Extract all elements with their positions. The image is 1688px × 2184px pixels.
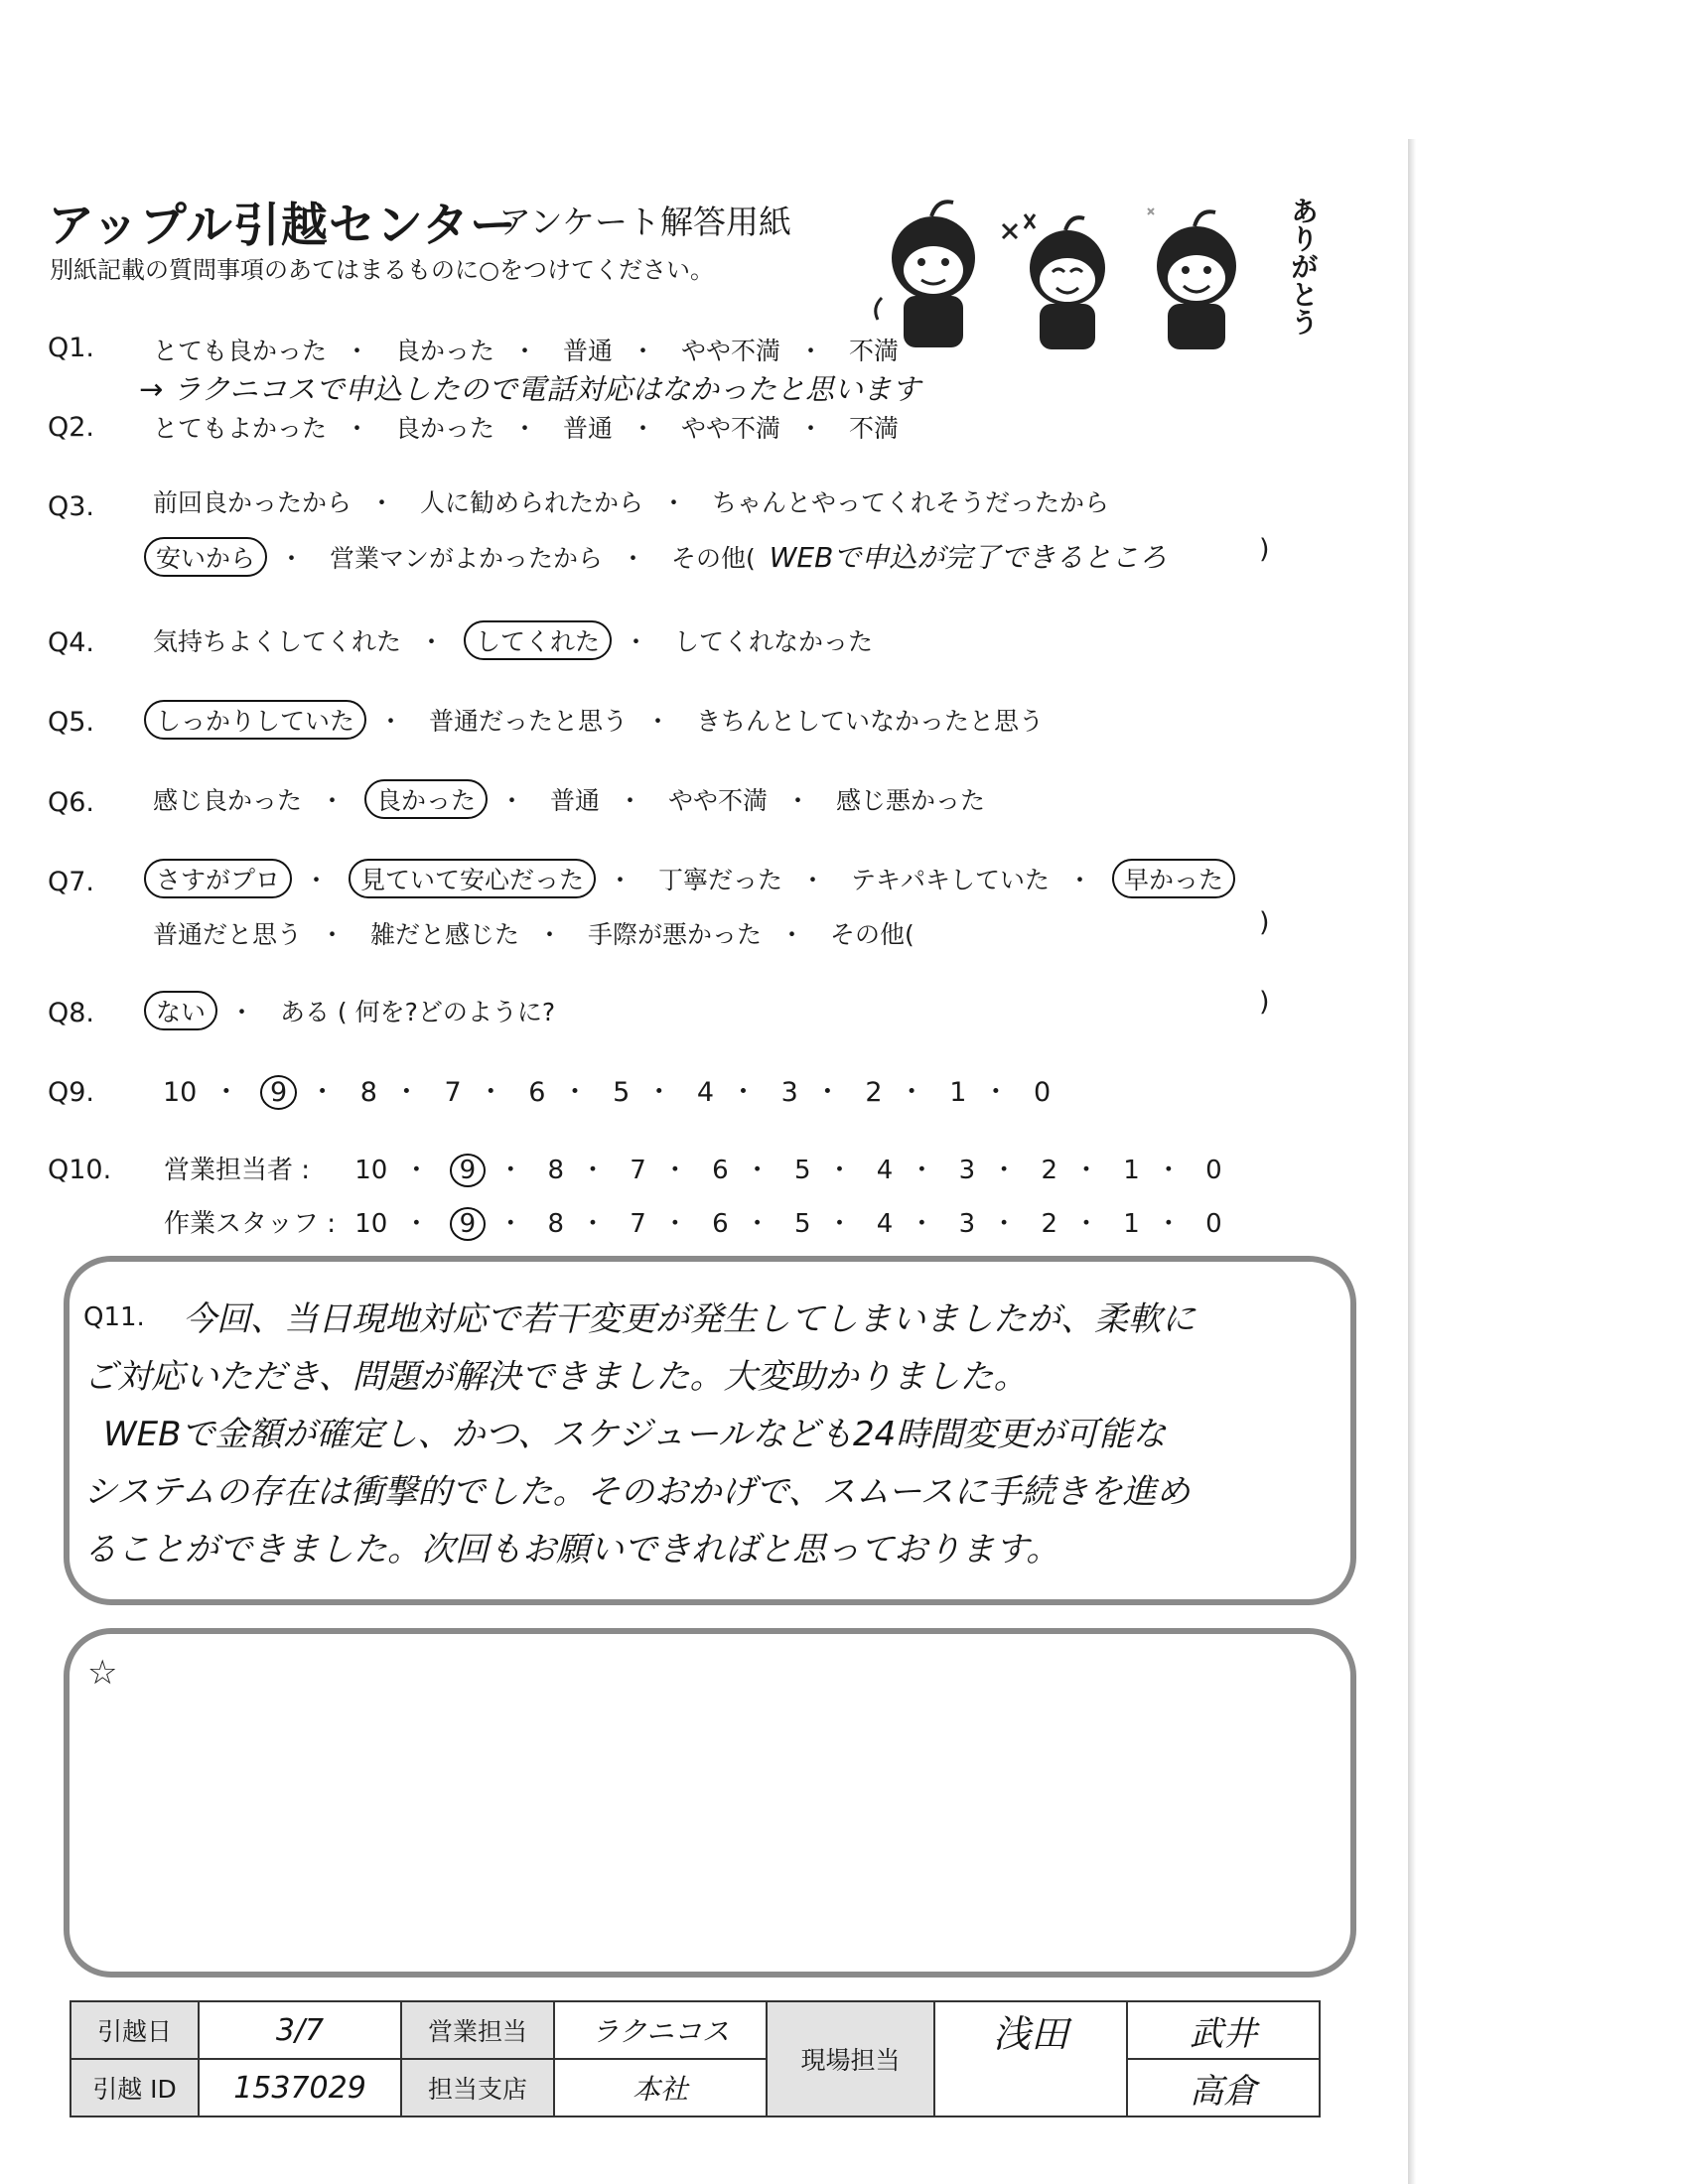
q1-option[interactable]: 普通 [562, 337, 613, 365]
q7-other[interactable]: その他( [829, 920, 914, 949]
q10-staff-score-selected[interactable]: 9 [450, 1207, 487, 1241]
site-staff-label: 現場担当 [767, 2001, 934, 2116]
mascot-smiling [1148, 208, 1236, 349]
branch-label: 担当支店 [401, 2059, 554, 2116]
q10-staff-score[interactable]: 3 [958, 1209, 976, 1239]
q7-option-selected[interactable]: 早かった [1112, 859, 1235, 898]
site-staff-3: 高倉 [1127, 2059, 1320, 2116]
q10-sales-label: 営業担当者 : [164, 1156, 311, 1185]
q6-label: Q6. [48, 787, 95, 818]
q9-label: Q9. [48, 1077, 95, 1108]
q9-score[interactable]: 10 [163, 1077, 198, 1108]
q9-score[interactable]: 2 [865, 1077, 883, 1108]
q1-option[interactable]: とても良かった [153, 337, 328, 365]
q4-option[interactable]: してくれなかった [673, 627, 873, 656]
q7-option[interactable]: 丁寧だった [657, 866, 782, 894]
q4-label: Q4. [48, 627, 95, 658]
q2-option[interactable]: とてもよかった [153, 414, 328, 443]
q10-sales-score[interactable]: 0 [1205, 1156, 1222, 1185]
q10-staff-score[interactable]: 7 [630, 1209, 646, 1239]
q10-sales-score[interactable]: 6 [712, 1156, 729, 1185]
q10-staff-score[interactable]: 8 [547, 1209, 565, 1239]
q5-options: しっかりしていた ・ 普通だったと思う ・ きちんとしていなかったと思う [144, 700, 1050, 740]
q2-option[interactable]: やや不満 [680, 414, 780, 443]
q11-comment-line: WEBで金額が確定し、かつ、スケジュールなども24時間変更が可能な [103, 1415, 1167, 1454]
mascot-laughing [1003, 214, 1105, 349]
q8-option[interactable]: ある ( 何を?どのように? [279, 998, 556, 1026]
q3-option-selected[interactable]: 安いから [144, 537, 267, 577]
sales-rep-label: 営業担当 [401, 2001, 554, 2059]
q3-option[interactable]: 人に勧められたから [419, 488, 643, 517]
q7-option-selected[interactable]: さすがプロ [144, 859, 292, 898]
q5-label: Q5. [48, 707, 95, 738]
q1-handwritten-note: → ラクニコスで申込したので電話対応はなかったと思います [139, 372, 920, 406]
q10-staff-row: 作業スタッフ : 10 ・ 9 ・ 8 ・ 7 ・ 6 ・ 5 ・ 4 ・ 3 ・ 2 ・ 1 ・ 0 [164, 1203, 1226, 1241]
q1-option[interactable]: 不満 [848, 337, 899, 365]
q9-score[interactable]: 8 [359, 1077, 377, 1108]
q7-option[interactable]: 手際が悪かった [587, 920, 762, 949]
q10-sales-score[interactable]: 2 [1041, 1156, 1057, 1185]
move-id-label: 引越 ID [70, 2059, 199, 2116]
q9-score-selected[interactable]: 9 [260, 1075, 297, 1110]
q9-score[interactable]: 6 [528, 1077, 546, 1108]
q10-sales-score[interactable]: 1 [1123, 1156, 1140, 1185]
q3-option[interactable]: 営業マンがよかったから [329, 544, 603, 573]
mascot-bowing [876, 202, 975, 347]
q11-comment-line: ご対応いただき、問題が解決できました。大変助かりました。 [83, 1357, 1028, 1397]
brand-name: アップル引越センター [48, 199, 517, 253]
q5-option[interactable]: 普通だったと思う [428, 707, 628, 736]
q2-option[interactable]: 良かった [394, 414, 494, 443]
mascot-caption: ありがとう [1287, 197, 1320, 336]
q7-options-line2: 普通だと思う ・ 雑だと感じた ・ 手際が悪かった ・ その他( [147, 913, 920, 953]
q7-close-paren: ) [1259, 907, 1270, 938]
q10-staff-score[interactable]: 4 [876, 1209, 894, 1239]
q7-option[interactable]: 雑だと感じた [369, 920, 519, 949]
q9-score[interactable]: 4 [696, 1077, 715, 1108]
q1-options: とても良かった ・ 良かった ・ 普通 ・ やや不満 ・ 不満 [147, 330, 905, 369]
q2-options: とてもよかった ・ 良かった ・ 普通 ・ やや不満 ・ 不満 [147, 407, 905, 447]
q6-option[interactable]: 感じ良かった [153, 786, 303, 815]
q7-options-line1: さすがプロ ・ 見ていて安心だった ・ 丁寧だった ・ テキパキしていた ・ 早かった [144, 859, 1235, 898]
q9-score[interactable]: 0 [1033, 1077, 1052, 1108]
q9-score[interactable]: 5 [613, 1077, 631, 1108]
q7-option[interactable]: テキパキしていた [850, 866, 1050, 894]
star-icon: ☆ [87, 1653, 118, 1693]
q10-staff-score[interactable]: 10 [354, 1209, 388, 1239]
q10-sales-score[interactable]: 8 [547, 1156, 565, 1185]
q10-sales-score[interactable]: 4 [876, 1156, 894, 1185]
q11-comment [83, 1291, 1325, 1578]
q10-staff-score[interactable]: 0 [1205, 1209, 1222, 1239]
q5-option-selected[interactable]: しっかりしていた [144, 700, 366, 740]
q7-option[interactable]: 普通だと思う [153, 920, 303, 949]
q3-option[interactable]: 前回良かったから [153, 488, 352, 517]
q9-score[interactable]: 1 [949, 1077, 967, 1108]
q9-score[interactable]: 7 [444, 1077, 462, 1108]
page-edge-shadow [1408, 139, 1416, 2184]
q3-label: Q3. [48, 491, 95, 522]
q10-sales-score-selected[interactable]: 9 [450, 1154, 487, 1187]
q11-label: Q11. [83, 1302, 145, 1332]
q10-sales-score[interactable]: 7 [630, 1156, 646, 1185]
site-staff-2: 武井 [1127, 2001, 1320, 2059]
q8-close-paren: ) [1259, 987, 1270, 1018]
q6-options: 感じ良かった ・ 良かった ・ 普通 ・ やや不満 ・ 感じ悪かった [147, 779, 991, 819]
move-date-label: 引越日 [70, 2001, 199, 2059]
form-title: アンケート解答用紙 [498, 203, 792, 241]
q8-option-selected[interactable]: ない [144, 991, 217, 1030]
q10-sales-score[interactable]: 3 [958, 1156, 976, 1185]
q3-options-line2: 安いから ・ 営業マンがよかったから ・ その他( WEBで申込が完了できるところ [144, 536, 1167, 577]
q10-staff-score[interactable]: 2 [1041, 1209, 1057, 1239]
q3-other[interactable]: その他( [670, 544, 756, 573]
q3-other-handwritten: WEBで申込が完了できるところ [769, 541, 1168, 574]
q3-close-paren: ) [1259, 534, 1270, 565]
q11-comment-line: システムの存在は衝撃的でした。そのおかげで、スムースに手続きを進め [83, 1472, 1191, 1512]
q10-sales-row: 営業担当者 : 10 ・ 9 ・ 8 ・ 7 ・ 6 ・ 5 ・ 4 ・ 3 ・ 2 ・ 1 ・ 0 [164, 1150, 1226, 1187]
q3-option[interactable]: ちゃんとやってくれそうだったから [711, 488, 1109, 517]
q3-options-line1: 前回良かったから ・ 人に勧められたから ・ ちゃんとやってくれそうだったから [147, 481, 1115, 521]
mascot-illustration [854, 189, 1331, 357]
q10-sales-score[interactable]: 5 [793, 1156, 811, 1185]
q4-option[interactable]: 気持ちよくしてくれた [153, 627, 402, 656]
q10-staff-label: 作業スタッフ : [164, 1209, 337, 1239]
q5-option[interactable]: きちんとしていなかったと思う [695, 707, 1044, 736]
move-date-value: 3/7 [199, 2001, 401, 2059]
q2-label: Q2. [48, 412, 95, 443]
q6-option-selected[interactable]: 良かった [364, 779, 488, 819]
q1-label: Q1. [48, 333, 95, 363]
q10-sales-score[interactable]: 10 [354, 1156, 388, 1185]
branch-value: 本社 [554, 2059, 767, 2116]
sales-rep-value: ラクニコス [554, 2001, 767, 2059]
q7-label: Q7. [48, 867, 95, 897]
footer-table [70, 2000, 1321, 2117]
q4-options: 気持ちよくしてくれた ・ してくれた ・ してくれなかった [147, 620, 879, 660]
q1-option[interactable]: 良かった [394, 337, 494, 365]
q10-label: Q10. [48, 1155, 112, 1185]
q2-option[interactable]: 普通 [562, 414, 613, 443]
site-staff-1: 浅田 [934, 2001, 1127, 2116]
move-id-value: 1537029 [199, 2059, 401, 2116]
q2-option[interactable]: 不満 [848, 414, 899, 443]
q4-option-selected[interactable]: してくれた [464, 620, 612, 660]
q6-option[interactable]: やや不満 [667, 786, 768, 815]
q9-scale: 10 ・ 9 ・ 8 ・ 7 ・ 6 ・ 5 ・ 4 ・ 3 ・ 2 ・ 1 ・ 0 [159, 1070, 1055, 1110]
q8-label: Q8. [48, 998, 95, 1028]
q6-option[interactable]: 感じ悪かった [835, 786, 985, 815]
instruction: 別紙記載の質問事項のあてはまるものに○をつけてください。 [50, 256, 714, 284]
q10-staff-score[interactable]: 6 [712, 1209, 729, 1239]
q1-option[interactable]: やや不満 [680, 337, 780, 365]
q9-score[interactable]: 3 [780, 1077, 798, 1108]
q7-option-selected[interactable]: 見ていて安心だった [349, 859, 596, 898]
q10-staff-score[interactable]: 1 [1123, 1209, 1140, 1239]
extra-comment-box[interactable] [64, 1628, 1356, 1978]
q11-comment-line: 今回、当日現地対応で若干変更が発生してしまいましたが、柔軟に [183, 1299, 1196, 1339]
q6-option[interactable]: 普通 [549, 786, 600, 815]
q11-comment-line: ることができました。次回もお願いできればと思っております。 [83, 1530, 1060, 1570]
q10-staff-score[interactable]: 5 [793, 1209, 811, 1239]
q8-options: ない ・ ある ( 何を?どのように? [144, 991, 561, 1030]
